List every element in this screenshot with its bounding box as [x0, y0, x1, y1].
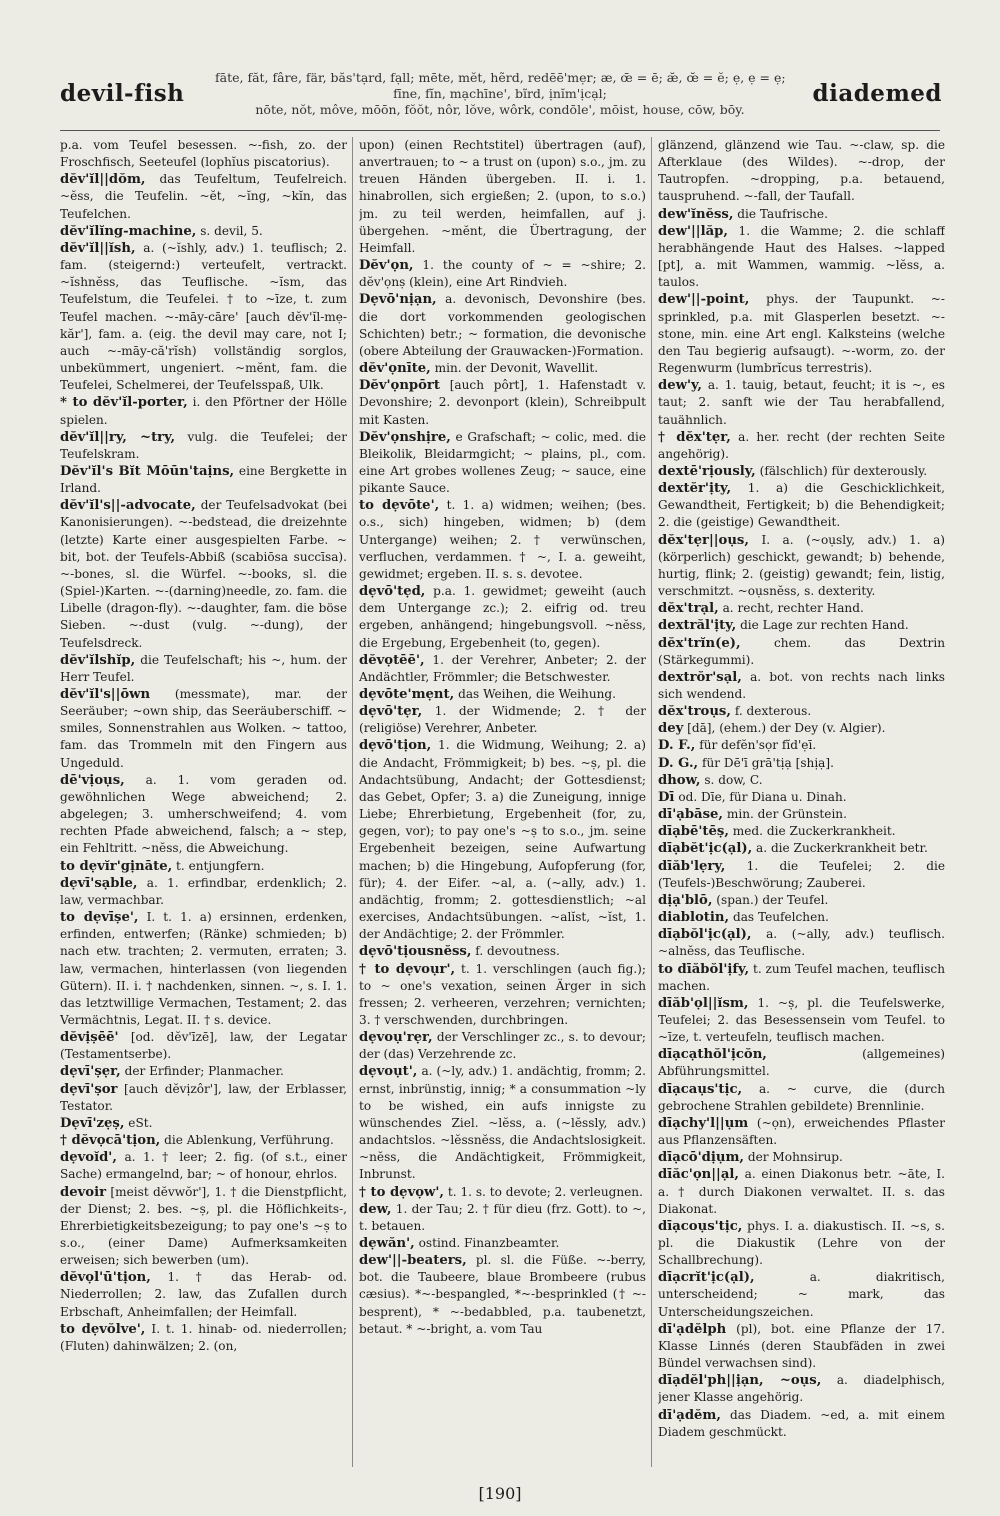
guide-word-left: devil-fish: [60, 80, 185, 107]
entry-definition: I. t. 1. hinab- od. niederrollen; (Fluten) dahinwälzen; 2. (on,: [60, 1321, 347, 1353]
entry-headword: dīạbŏl'ịc(ạl),: [658, 927, 752, 943]
entry-headword: dew'y,: [658, 378, 702, 394]
entry-headword: dew'ĭnĕss,: [658, 206, 734, 222]
entry-definition: (allgemeines) Abführungsmittel.: [658, 1047, 945, 1079]
dictionary-entry: [359, 1063, 646, 1183]
dictionary-entry: [359, 1184, 646, 1201]
entry-definition: das Teufeltum, Teufelreich. ~ĕss, die Teufelin. ~ĕt, ~ĭng, ~kĭn, das Teufelchen.: [60, 172, 347, 221]
entry-definition: a. devonisch, Devonshire (bes. die dort vorkommenden geologischen Schichten) betr.; ~ formation, die devonische (obere Abteilung der Grauwacken-)Formation.: [359, 292, 646, 358]
entry-definition: a. recht, rechter Hand.: [722, 601, 864, 616]
dictionary-entry: [60, 686, 347, 772]
entry-definition: 1. der Widmende; 2. † der (religiöse) Verehrer, Anbeter.: [359, 704, 646, 736]
entry-headword: dĕv'ĭl's||ōwn: [60, 687, 151, 702]
dictionary-entry: [359, 737, 646, 943]
entry-headword: dịạ'blō,: [658, 892, 713, 908]
dictionary-entry: [658, 291, 945, 377]
dictionary-entry: [658, 755, 945, 772]
entry-headword: dẹvō'tẹd,: [359, 584, 426, 600]
dictionary-entry: [359, 429, 646, 498]
entry-headword: dextrăl'ịty,: [658, 618, 737, 634]
dictionary-entry: [60, 394, 347, 428]
entry-headword: to dẹvŏlve',: [60, 1321, 146, 1337]
entry-columns: [60, 137, 945, 1477]
dictionary-entry: [658, 892, 945, 909]
entry-headword: † to dẹvọw',: [359, 1184, 445, 1200]
entry-headword: dĕvọl'ū'tịon,: [60, 1270, 151, 1286]
entry-definition: phys. I. a. diakustisch. II. ~s, s. pl. die Diakustik (Lehre von der Schallbrechung).: [658, 1218, 945, 1268]
entry-definition: 1. die Teufelei; 2. die (Teufels-)Beschwörung; Zauberei.: [658, 858, 945, 890]
entry-definition: od. Dīe, für Diana u. Dinah.: [678, 789, 847, 804]
dictionary-entry: [359, 1252, 646, 1338]
dictionary-entry: [60, 909, 347, 1029]
entry-headword: Dī: [658, 789, 675, 805]
entry-definition: f. devoutness.: [475, 944, 560, 959]
entry-headword: dīạbĕt'ịc(ạl),: [658, 841, 753, 857]
entry-headword: dĕv'ĭl||ĭsh,: [60, 240, 136, 256]
entry-definition: a. 1. tauig, betaut, feucht; it is ~, es taut; 2. sanft wie der Tau herabfallend, tauähnlich.: [658, 378, 945, 427]
dictionary-entry: [60, 137, 347, 171]
entry-headword: dīăb'lẹry,: [658, 858, 726, 874]
dictionary-entry: [658, 1269, 945, 1320]
entry-definition: a. einen Diakonus betr. ~āte, I. a. † durch Diakonen verwaltet. II. s. das Diakonat.: [658, 1167, 945, 1216]
dictionary-entry: [359, 652, 646, 686]
entry-definition: a. die Zuckerkrankheit betr.: [756, 841, 928, 856]
entry-definition: [auch pôrt], 1. Hafenstadt v. Devonshire; 2. devonport (klein), Schreibpult mit Kasten.: [359, 378, 646, 427]
entry-definition: das Teufelchen.: [732, 910, 829, 925]
entry-headword: D. G.,: [658, 755, 699, 771]
entry-headword: dīạcạthŏl'ịcŏn,: [658, 1047, 767, 1063]
dictionary-entry: [359, 583, 646, 652]
entry-definition: das Diadem. ~ed, a. mit einem Diadem geschmückt.: [658, 1407, 945, 1439]
column-1: [60, 137, 347, 1477]
pronunciation-key: [215, 70, 785, 118]
dictionary-entry: [60, 171, 347, 222]
entry-definition: s. dow, C.: [704, 772, 763, 787]
entry-definition: für defĕn'sọr fĭd'ẹī.: [699, 738, 817, 753]
entry-headword: dew'||-beaters,: [359, 1253, 467, 1269]
entry-headword: dīăb'ọl||ĭsm,: [658, 995, 749, 1011]
entry-definition: 1. a) die Geschicklichkeit, Gewandtheit, Fertigkeit; b) die Behendigkeit; 2. die (geistige) Gewandtheit.: [658, 481, 945, 530]
dictionary-entry: [359, 360, 646, 377]
entry-definition: [meist dĕvwŏr'], 1. † die Dienstpflicht, der Dienst; 2. bes. ~ṣ, pl. die Höflichkeits-, Ehrerbietigkeitsbezeigung; to pay one's ~ṣ to s.o., (einer Dame) Aufmerksamkeiten erweisen; sich bewerben (um).: [60, 1184, 347, 1268]
dictionary-entry: [658, 1046, 945, 1080]
dictionary-entry: [60, 1321, 347, 1355]
entry-definition: med. die Zuckerkrankheit.: [732, 824, 896, 839]
entry-definition: das Weihen, die Weihung.: [458, 687, 617, 701]
entry-headword: dĕv'ọnīte,: [359, 361, 431, 377]
dictionary-entry: [658, 600, 945, 617]
dictionary-entry: [60, 497, 347, 651]
entry-headword: dī'ạdĕlph: [658, 1321, 727, 1337]
entry-headword: dẹvoụt',: [359, 1064, 418, 1080]
dictionary-entry: [359, 961, 646, 1030]
entry-headword: dĕv'ĭlshĭp,: [60, 652, 136, 668]
entry-definition: (pl), bot. eine Pflanze der 17. Klasse Linnés (deren Staubfäden in zwei Bündel verwachsen sind).: [658, 1321, 945, 1371]
dictionary-entry: [60, 875, 347, 909]
dictionary-entry: [658, 1321, 945, 1372]
entry-headword: dĕv'ĭl||ry, ~try,: [60, 429, 176, 445]
entry-headword: Dĕv'ọn,: [359, 258, 414, 274]
dictionary-entry: [658, 961, 945, 995]
dictionary-entry: [658, 703, 945, 720]
entry-definition: 1. die Widmung, Weihung; 2. a) die Andacht, Frömmigkeit; b) bes. ~ṣ, pl. die Andachtsübung, Andacht; der Gottesdienst; das Gebet, Opfer; 3. a) die Zuneigung, innige Liebe; Ehrerbietung, Ergebenheit (for, zu, gegen, vor); to pay one's ~ṣ to s.o., jm. seine Ergebenheit bezeigen, seine Aufwartung machen; b) die Hingebung, Aufopferung (for, für); 4. der Eifer. ~al, a. (~ally, adv.) 1. andächtig, fromm; 2. gottesdienstlich; ~al exercises, Andachtsübungen. ~alĭst, ~ĭst, 1. der Andächtige; 2. der Frömmler.: [359, 738, 646, 942]
dictionary-entry: [60, 223, 347, 240]
entry-headword: dextĕr'ịty,: [658, 481, 732, 497]
dictionary-entry: [658, 737, 945, 754]
dictionary-entry: [658, 669, 945, 703]
entry-headword: D. F.,: [658, 738, 696, 754]
dictionary-entry: [359, 1201, 646, 1235]
entry-headword: diablotin,: [658, 910, 730, 926]
column-3: [658, 137, 945, 1477]
entry-headword: to dẹvīṣe',: [60, 910, 139, 926]
dictionary-entry: [658, 995, 945, 1046]
guide-word-right: diademed: [812, 80, 942, 107]
dictionary-entry: [359, 943, 646, 960]
dictionary-entry: [658, 206, 945, 223]
entry-definition: (~ọn), erweichendes Pflaster aus Pflanzensäften.: [658, 1115, 945, 1148]
dictionary-entry: [658, 1166, 945, 1217]
dictionary-entry: [658, 1372, 945, 1406]
dictionary-entry: [658, 772, 945, 789]
dictionary-entry: [359, 1029, 646, 1063]
dictionary-entry: [658, 840, 945, 857]
entry-headword: dextē'rịously,: [658, 463, 756, 479]
entry-definition: die Ablenkung, Verführung.: [164, 1133, 334, 1148]
dictionary-entry: [658, 223, 945, 292]
dictionary-entry: [60, 1115, 347, 1132]
entry-definition: p.a. 1. gewidmet; geweiht (auch dem Untergange zc.); 2. eifrig od. treu ergeben, anhängend; hingebungsvoll. ~nĕss, die Ergebung, Ergebenheit (to, gegen).: [359, 584, 646, 650]
dictionary-entry: [658, 1081, 945, 1115]
dictionary-entry: [658, 926, 945, 960]
column-divider: [651, 137, 652, 1467]
dictionary-entry: [658, 720, 945, 737]
entry-headword: dew'||-point,: [658, 292, 750, 308]
entry-definition: vulg. die Teufelei; der Teufelskram.: [60, 429, 347, 461]
entry-definition: p.a. vom Teufel besessen. ~-fish, zo. der Froschfisch, Seeteufel (lophĭus piscatorius).: [60, 138, 347, 170]
entry-headword: devoir: [60, 1184, 107, 1200]
entry-headword: dīạdĕl'ph||ịạn, ~oụs,: [658, 1373, 822, 1389]
entry-definition: (span.) der Teufel.: [716, 892, 829, 907]
entry-definition: 1. der Tau; 2. † für dieu (frz. Gott). to ~, t. betauen.: [359, 1201, 646, 1233]
entry-headword: dĕv'ĭlĭng-machine,: [60, 223, 197, 239]
dictionary-entry: [658, 532, 945, 601]
entry-headword: dew'||lăp,: [658, 223, 728, 239]
entry-headword: dī'ạdĕm,: [658, 1407, 721, 1423]
dictionary-entry: [658, 858, 945, 892]
entry-definition: a. (~ĭshly, adv.) 1. teuflisch; 2. fam. (steigernd:) verteufelt, vertrackt. ~ĭshnĕss, das Teuflische. ~ĭsm, das Teufelstum, die Teufelei. † to ~īze, t. zum Teufel machen. ~-māy-cāre' [auch dĕv'ĭl-mẹ-kăr'], fam. a. (eig. the devil may care, not I; auch ~-māy-că'rĭsh) vollständig sorglos, unbekümmert, ungeniert. ~mĕnt, fam. die Teufelei, Schelmerei, der Teufelsspaß, Ulk.: [60, 240, 347, 393]
dictionary-entry: [60, 1063, 347, 1080]
dictionary-entry: [60, 772, 347, 858]
dictionary-entry: [359, 703, 646, 737]
page-number: [190]: [478, 1484, 522, 1503]
entry-definition: t. 1. verschlingen (auch fig.); to ~ one's vexation, seinen Ärger in sich fressen; 2. verheeren, verzehren; vernichten; 3. † verschwenden, durchbringen.: [359, 961, 646, 1027]
entry-headword: to dīăbŏl'ịfy,: [658, 961, 750, 977]
entry-headword: dey: [658, 721, 684, 737]
entry-definition: 1. der Verehrer, Anbeter; 2. der Andächtler, Frömmler; die Betschwester.: [359, 652, 646, 684]
dictionary-entry: [60, 1184, 347, 1270]
dictionary-entry: [60, 1081, 347, 1115]
entry-definition: a. diadelphisch, jener Klasse angehörig.: [658, 1373, 945, 1405]
column-2: [359, 137, 646, 1477]
entry-headword: dĕx'trạl,: [658, 601, 719, 617]
entry-definition: der Erfinder; Planmacher.: [124, 1064, 284, 1079]
entry-headword: Dẹvī'zẹṣ,: [60, 1115, 125, 1131]
dictionary-entry: [60, 429, 347, 463]
entry-headword: dew,: [359, 1201, 392, 1217]
entry-definition: t. entjungfern.: [176, 858, 265, 873]
entry-headword: dẹvoĭd',: [60, 1150, 117, 1166]
dictionary-entry: [60, 1269, 347, 1320]
pronunciation-line-1: fāte, făt, fâre, fär, băs'tạrd, fạll; mēte, mĕt, hẽrd, redēē'mẹr; æ, œ̄ = ē; æ̆, œ̆ = ĕ; ẹ, ẹ = ẹ;: [215, 70, 786, 85]
entry-definition: min. der Grünstein.: [726, 807, 847, 822]
entry-definition: pl. sl. die Füße. ~-berry, bot. die Taubeere, blaue Brombeere (rubus cæsius). *~-bespangled, *~-besprinkled († ~-besprent), * ~-bedabbled, p.a. taubenetzt, betaut. * ~-bright, a. vom Tau: [359, 1253, 646, 1336]
entry-headword: dĕv'ĭl||dŏm,: [60, 172, 146, 188]
entry-headword: Dẹvō'nịạn,: [359, 292, 437, 308]
entry-definition: ostind. Finanzbeamter.: [418, 1236, 560, 1250]
entry-headword: dīạchy'l||ụm: [658, 1115, 749, 1131]
entry-definition: a. her. recht (der rechten Seite angehörig).: [658, 429, 945, 461]
pronunciation-line-3: nōte, nŏt, môve, mōōn, fŏŏt, nôr, lŏve, wôrk, condōle', mōist, house, cōw, bōy.: [255, 102, 745, 117]
dictionary-entry: [658, 1149, 945, 1166]
entry-headword: dhow,: [658, 772, 701, 788]
column-divider: [352, 137, 353, 1467]
dictionary-entry: [60, 1029, 347, 1063]
dictionary-entry: [658, 617, 945, 634]
dictionary-entry: [658, 823, 945, 840]
dictionary-entry: [359, 686, 646, 703]
entry-definition: die Taufrische.: [737, 206, 828, 221]
entry-headword: dī'ạbāse,: [658, 807, 723, 823]
entry-definition: 1. † das Herab- od. Niederrollen; 2. law, das Zufallen durch Erbschaft, Anheimfallen; der Heimfall.: [60, 1270, 347, 1319]
entry-definition: t. 1. s. to devote; 2. verleugnen.: [447, 1184, 643, 1199]
pronunciation-line-2: fīne, fĭn, mạchīne', bĩrd, ịnĭm'ịcạl;: [393, 86, 607, 101]
entry-definition: eine Bergkette in Irland.: [60, 463, 347, 496]
entry-definition: die Lage zur rechten Hand.: [740, 618, 909, 633]
entry-definition: a. (~ly, adv.) 1. andächtig, fromm; 2. ernst, inbrünstig, innig; * a consummation ~ly to be wished, ein aufs innigste zu wünschendes Ziel. ~lĕss, a. (~lĕssly, adv.) andachtslos. ~lĕssnĕss, die Andachtslosigkeit. ~nĕss, die Andächtigkeit, Frömmigkeit, Inbrunst.: [359, 1064, 646, 1182]
dictionary-entry: [60, 858, 347, 875]
entry-headword: dẹvō'tẹr,: [359, 704, 423, 720]
entry-headword: dĕvịṣēē': [60, 1030, 119, 1046]
entry-definition: a. 1. † leer; 2. fig. (of s.t., einer Sache) ermangelnd, bar; ~ of honour, ehrlos.: [60, 1150, 347, 1182]
dictionary-entry: [658, 909, 945, 926]
entry-definition: chem. das Dextrin (Stärkegummi).: [658, 635, 945, 667]
entry-definition: für Dē'ī grā'tịạ [shịạ].: [701, 755, 834, 770]
entry-headword: dẹvoụ'rẹr,: [359, 1030, 433, 1046]
entry-headword: dīạcrĭt'ịc(ạl),: [658, 1270, 755, 1286]
entry-headword: dĕx'trĭn(e),: [658, 635, 741, 651]
dictionary-entry: [359, 291, 646, 360]
entry-headword: Dĕv'ọnshịre,: [359, 429, 451, 445]
entry-headword: dīăc'ọn||ạl,: [658, 1167, 739, 1183]
entry-definition: t. 1. a) widmen; weihen; (bes. o.s., sich) hingeben, widmen; b) (dem Untergange) weihen; 2. † verwünschen, verfluchen, verdammen. † ~, I. a. geweiht, gewidmet; ergeben. II. s. s. devotee.: [359, 498, 646, 581]
entry-headword: dẹvō'tịon,: [359, 738, 432, 754]
entry-definition: der Mohnsirup.: [747, 1150, 843, 1165]
entry-definition: [od. dĕv'īzē], law, der Legatar (Testamentserbe).: [60, 1030, 347, 1062]
entry-definition: 1. die Wamme; 2. die schlaff herabhängende Haut des Halses. ~lapped [pt], a. mit Wammen, wammig. ~lĕss, a. taulos.: [658, 223, 945, 290]
entry-headword: † to dẹvoụr',: [359, 961, 456, 977]
entry-headword: dẹvī'ṣẹr,: [60, 1064, 121, 1080]
entry-definition: (messmate), mar. der Seeräuber; ~own ship, das Seeräuberschiff. ~ smiles, Sonnenstrahlen aus Wolken. ~ tattoo, fam. das Trommeln mit den Fingern aus Ungeduld.: [60, 687, 347, 770]
dictionary-entry: [658, 463, 945, 480]
entry-headword: dīạcaụs'tịc,: [658, 1081, 743, 1097]
entry-definition: [dā], (ehem.) der Dey (v. Algier).: [687, 721, 886, 736]
entry-definition: a. (~ally, adv.) teuflisch. ~alnĕss, das Teuflische.: [658, 927, 945, 959]
dictionary-entry: [60, 1132, 347, 1149]
dictionary-entry: [359, 257, 646, 291]
dictionary-entry: [60, 1149, 347, 1183]
entry-definition: f. dexterous.: [734, 704, 812, 719]
dictionary-entry: [658, 429, 945, 463]
dictionary-entry: [60, 652, 347, 686]
dictionary-entry: [60, 240, 347, 394]
dictionary-entry: [658, 377, 945, 428]
entry-definition: t. zum Teufel machen, teuflisch machen.: [658, 961, 945, 993]
entry-definition: 1. the county of ~ = ~shire; 2. dĕv'ọnṣ (klein), eine Art Rindvieh.: [359, 258, 646, 290]
entry-headword: dĕx'tẹr||oụs,: [658, 532, 749, 548]
entry-headword: dẹvī'sạble,: [60, 875, 138, 891]
entry-headword: Dĕv'ĭl's Bĭt Mōūn'taịns,: [60, 463, 235, 479]
entry-headword: dextrŏr'sạl,: [658, 669, 742, 685]
entry-headword: † dĕvọcā'tịon,: [60, 1133, 161, 1149]
entry-headword: dīạcō'dịụm,: [658, 1150, 745, 1166]
entry-definition: min. der Devonit, Wavellit.: [434, 361, 599, 376]
dictionary-entry: [658, 789, 945, 806]
entry-definition: die Teufelschaft; his ~, hum. der Herr Teufel.: [60, 652, 347, 684]
entry-headword: * to dĕv'ĭl-porter,: [60, 395, 188, 411]
entry-definition: a. 1. vom geraden od. gewöhnlichen Wege abweichend; 2. abgelegen; 3. umherschweifend; 4. vom rechten Pfade abweichend, falsch; a ~ step, ein Fehltritt. ~nĕss, die Abweichung.: [60, 772, 347, 856]
entry-definition: e Grafschaft; ~ colic, med. die Bleikolik, Bleidarmgicht; ~ plains, pl., com. eine Art grobes wollenes Zeug; ~ sauce, eine pikante Sauce.: [359, 429, 646, 496]
dictionary-entry: [658, 1115, 945, 1149]
entry-headword: dīạcoụs'tịc,: [658, 1218, 743, 1234]
entry-definition: glänzend, glänzend wie Tau. ~-claw, sp. die Afterklaue (des Wildes). ~-drop, der Tautropfen. ~dropping, p.a. betauend, tauspruhend. ~-fall, der Taufall.: [658, 138, 945, 204]
dictionary-entry: [658, 480, 945, 531]
entry-definition: i. den Pförtner der Hölle spielen.: [60, 395, 347, 427]
entry-definition: der Teufelsadvokat (bei Kanonisierungen). ~-bedstead, die dreizehnte (letzte) Karte einer ausgespielten Farbe. ~ bit, bot. der Teufels-Abbiß (scabiōsa succīsa). ~-bones, sl. die Würfel. ~-books, sl. die (Spiel-)Karten. ~-(darning)needle, zo. fam. die Libelle (dragon-fly). ~-daughter, fam. die böse Sieben. ~-dust (vulg. ~-dung), der Teufelsdreck.: [60, 498, 347, 650]
entry-definition: a. 1. erfindbar, erdenklich; 2. law, vermachbar.: [60, 875, 347, 907]
dictionary-entry: [359, 377, 646, 428]
entry-definition: phys. der Taupunkt. ~-sprinkled, p.a. mit Glasperlen besetzt. ~-stone, min. eine Art engl. Kalksteins (welche den Tau begierig aufsaugt). ~-worm, zo. der Regenwurm (lumbrĭcus terrestris).: [658, 292, 945, 376]
entry-definition: der Verschlinger zc., s. to devour; der (das) Verzehrende zc.: [359, 1030, 646, 1062]
dictionary-entry: [658, 635, 945, 669]
entry-definition: I. a. (~oụsly, adv.) 1. a) (körperlich) geschickt, gewandt; b) behende, hurtig, flink; 2. (geistig) gewandt; fein, listig, verschmitzt. ~oụsnĕss, s. dexterity.: [658, 532, 945, 599]
entry-headword: dĕvọtēē',: [359, 652, 425, 668]
dictionary-entry: [359, 137, 646, 257]
entry-definition: a. bot. von rechts nach links sich wendend.: [658, 669, 945, 701]
dictionary-entry: [60, 463, 347, 497]
dictionary-entry: [658, 806, 945, 823]
entry-definition: (fälschlich) für dexterously.: [759, 463, 928, 478]
dictionary-entry: [359, 497, 646, 583]
entry-definition: upon) (einen Rechtstitel) übertragen (auf), anvertrauen; to ~ a trust on (upon) s.o., jm. zu treuen Händen übergeben. II. i. 1. hinabrollen, sich ergießen; 2. (upon, to s.o.) jm. zu teil werden, heimfallen, auf j. übergehen. ~mĕnt, die Übertragung, der Heimfall.: [359, 138, 646, 255]
dictionary-entry: [658, 1407, 945, 1441]
entry-headword: dẹvō'tịousnĕss,: [359, 944, 472, 960]
entry-definition: I. t. 1. a) ersinnen, erdenken, erfinden, entwerfen; (Ränke) schmieden; b) nach etw. trachten; 2. vermuten, erraten; 3. law, vermachen, hinterlassen (von liegenden Gütern). II. i. † nachdenken, sinnen. ~, s. I. 1. das letztwillige Vermachen, Testament; 2. das Vermächtnis, Legat. II. † s. device.: [60, 910, 347, 1027]
entry-headword: dĕv'ĭl's||-advocate,: [60, 498, 196, 514]
dictionary-entry: [658, 137, 945, 206]
entry-definition: a. ~ curve, die (durch gebrochene Strahlen gebildete) Brennlinie.: [658, 1081, 945, 1113]
entry-headword: to dẹvōte',: [359, 498, 440, 514]
entry-headword: dẹvōte'mẹnt,: [359, 687, 455, 702]
entry-headword: dẹvī'ṣor: [60, 1081, 118, 1097]
entry-headword: dīạbē'tēṣ,: [658, 824, 729, 840]
entry-headword: dē'vịoụs,: [60, 772, 125, 788]
header-rule: [60, 130, 940, 131]
dictionary-entry: [658, 1218, 945, 1269]
entry-headword: † dĕx'tẹr,: [658, 429, 731, 445]
entry-headword: Dĕv'ọnpōrt: [359, 378, 440, 394]
entry-definition: a. diakritisch, unterscheidend; ~ mark, das Unterscheidungszeichen.: [658, 1270, 945, 1319]
entry-headword: to dẹvĭr'gịnāte,: [60, 858, 173, 874]
entry-headword: dẹwăn',: [359, 1236, 415, 1251]
entry-definition: [auch dĕvịzôr'], law, der Erblasser, Testator.: [60, 1081, 347, 1113]
dictionary-entry: [359, 1235, 646, 1252]
entry-headword: dĕx'troụs,: [658, 704, 731, 720]
entry-definition: s. devil, 5.: [200, 223, 263, 238]
entry-definition: eSt.: [128, 1115, 153, 1130]
entry-definition: 1. ~ṣ, pl. die Teufelswerke, Teufelei; 2. das Besessensein vom Teufel. to ~īze, t. verteufeln, teuflisch machen.: [658, 995, 945, 1045]
